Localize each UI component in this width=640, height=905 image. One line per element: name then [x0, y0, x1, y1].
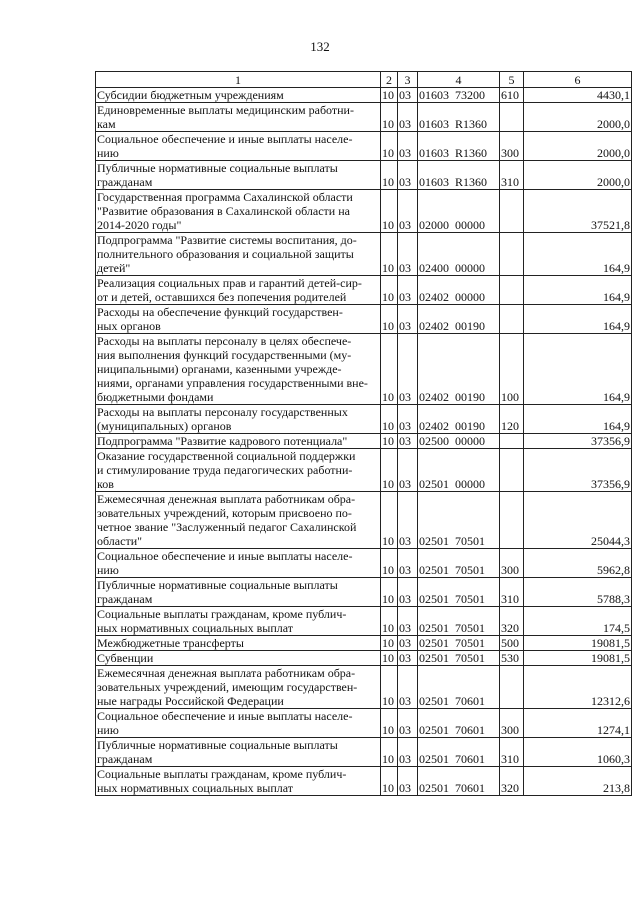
- item-name-line: Реализация социальных прав и гарантий детей-сир-: [97, 276, 362, 290]
- amount-cell: 164,9: [524, 334, 632, 405]
- section-code-cell: 10: [381, 161, 398, 190]
- section-code-cell: 10: [381, 132, 398, 161]
- item-name-line: Субвенции: [97, 651, 154, 665]
- amount-cell: 37356,9: [524, 449, 632, 492]
- item-name-line: "Развитие образования в Сахалинской области на: [97, 204, 350, 218]
- target-article-cell: 02501 70501: [418, 578, 500, 607]
- expense-type-cell: 320: [500, 607, 524, 636]
- item-name-line: гражданам: [97, 752, 153, 766]
- subsection-code-cell: 03: [398, 549, 418, 578]
- item-name-line: Публичные нормативные социальные выплаты: [97, 161, 338, 175]
- item-name-line: Социальное обеспечение и иные выплаты населе-: [97, 132, 353, 146]
- target-article-cell: 01603 R1360: [418, 132, 500, 161]
- target-article-cell: 02501 70501: [418, 636, 500, 651]
- amount-cell: 164,9: [524, 233, 632, 276]
- target-article-cell: 01603 73200: [418, 88, 500, 103]
- item-name-line: Единовременные выплаты медицинским работни-: [97, 103, 354, 117]
- target-article-cell: 02501 70601: [418, 767, 500, 796]
- subsection-code-cell: 03: [398, 709, 418, 738]
- expense-type-cell: [500, 305, 524, 334]
- subsection-code-cell: 03: [398, 233, 418, 276]
- item-name-line: Ежемесячная денежная выплата работникам обра-: [97, 666, 356, 680]
- amount-cell: 164,9: [524, 405, 632, 434]
- section-code-cell: 10: [381, 276, 398, 305]
- table-row: [96, 607, 632, 636]
- item-name-line: ния выполнения функций государственными (му-: [97, 348, 352, 362]
- header-cell: 3: [398, 72, 418, 88]
- target-article-cell: 02501 70501: [418, 607, 500, 636]
- section-code-cell: 10: [381, 666, 398, 709]
- subsection-code-cell: 03: [398, 607, 418, 636]
- item-name-line: от и детей, оставшихся без попечения родителей: [97, 290, 347, 304]
- header-cell: 2: [381, 72, 398, 88]
- item-name-line: Межбюджетные трансферты: [97, 636, 244, 650]
- table-row: [96, 276, 632, 305]
- subsection-code-cell: 03: [398, 103, 418, 132]
- amount-cell: 1274,1: [524, 709, 632, 738]
- table-row: [96, 103, 632, 132]
- item-name-cell: [96, 738, 381, 767]
- amount-cell: 2000,0: [524, 132, 632, 161]
- item-name-line: нию: [97, 146, 119, 160]
- section-code-cell: 10: [381, 233, 398, 276]
- item-name-line: ные награды Российской Федерации: [97, 694, 284, 708]
- amount-cell: 19081,5: [524, 636, 632, 651]
- amount-cell: 164,9: [524, 305, 632, 334]
- target-article-cell: 02000 00000: [418, 190, 500, 233]
- budget-table: [95, 71, 632, 796]
- expense-type-cell: 310: [500, 161, 524, 190]
- amount-cell: 25044,3: [524, 492, 632, 549]
- expense-type-cell: [500, 233, 524, 276]
- item-name-cell: [96, 709, 381, 738]
- target-article-cell: 02501 70601: [418, 709, 500, 738]
- table-row: [96, 161, 632, 190]
- amount-cell: 174,5: [524, 607, 632, 636]
- item-name-line: и стимулирование труда педагогических работни-: [97, 463, 353, 477]
- section-code-cell: 10: [381, 636, 398, 651]
- table-row: [96, 636, 632, 651]
- table-row: [96, 549, 632, 578]
- expense-type-cell: 120: [500, 405, 524, 434]
- amount-cell: 164,9: [524, 276, 632, 305]
- section-code-cell: 10: [381, 434, 398, 449]
- item-name-cell: [96, 233, 381, 276]
- expense-type-cell: 100: [500, 334, 524, 405]
- table-row: [96, 666, 632, 709]
- section-code-cell: 10: [381, 578, 398, 607]
- section-code-cell: 10: [381, 334, 398, 405]
- table-row: [96, 709, 632, 738]
- item-name-line: зовательных учреждений, которым присвоено по-: [97, 506, 352, 520]
- section-code-cell: 10: [381, 492, 398, 549]
- subsection-code-cell: 03: [398, 636, 418, 651]
- item-name-cell: [96, 276, 381, 305]
- item-name-line: Ежемесячная денежная выплата работникам обра-: [97, 492, 356, 506]
- section-code-cell: 10: [381, 767, 398, 796]
- table-row: [96, 405, 632, 434]
- subsection-code-cell: 03: [398, 88, 418, 103]
- expense-type-cell: 310: [500, 578, 524, 607]
- header-cell: 6: [524, 72, 632, 88]
- item-name-line: Социальные выплаты гражданам, кроме публич-: [97, 767, 347, 781]
- expense-type-cell: 300: [500, 132, 524, 161]
- item-name-line: области": [97, 534, 143, 548]
- item-name-cell: [96, 88, 381, 103]
- item-name-line: ниципальными) органами, казенными учрежде-: [97, 362, 342, 376]
- item-name-cell: [96, 607, 381, 636]
- header-cell: 5: [500, 72, 524, 88]
- item-name-cell: [96, 334, 381, 405]
- target-article-cell: 02501 70501: [418, 549, 500, 578]
- amount-cell: 19081,5: [524, 651, 632, 666]
- target-article-cell: 02501 70501: [418, 492, 500, 549]
- subsection-code-cell: 03: [398, 190, 418, 233]
- item-name-line: зовательных учреждений, имеющим государствен-: [97, 680, 358, 694]
- subsection-code-cell: 03: [398, 305, 418, 334]
- expense-type-cell: [500, 492, 524, 549]
- expense-type-cell: 310: [500, 738, 524, 767]
- item-name-cell: [96, 434, 381, 449]
- item-name-line: полнительного образования и социальной защиты: [97, 247, 354, 261]
- target-article-cell: 02400 00000: [418, 233, 500, 276]
- target-article-cell: 02501 70501: [418, 651, 500, 666]
- expense-type-cell: 300: [500, 709, 524, 738]
- expense-type-cell: 320: [500, 767, 524, 796]
- section-code-cell: 10: [381, 607, 398, 636]
- header-cell: 1: [96, 72, 381, 88]
- table-row: [96, 132, 632, 161]
- item-name-line: Подпрограмма "Развитие кадрового потенциала": [97, 434, 348, 448]
- target-article-cell: 02402 00190: [418, 334, 500, 405]
- section-code-cell: 10: [381, 709, 398, 738]
- section-code-cell: 10: [381, 190, 398, 233]
- item-name-line: ных органов: [97, 319, 161, 333]
- item-name-line: гражданам: [97, 175, 153, 189]
- expense-type-cell: 500: [500, 636, 524, 651]
- item-name-line: Расходы на обеспечение функций государствен-: [97, 305, 343, 319]
- subsection-code-cell: 03: [398, 738, 418, 767]
- target-article-cell: 01603 R1360: [418, 161, 500, 190]
- table-row: [96, 651, 632, 666]
- item-name-cell: [96, 103, 381, 132]
- expense-type-cell: 610: [500, 88, 524, 103]
- subsection-code-cell: 03: [398, 767, 418, 796]
- expense-type-cell: 530: [500, 651, 524, 666]
- table-row: [96, 88, 632, 103]
- expense-type-cell: [500, 190, 524, 233]
- item-name-cell: [96, 549, 381, 578]
- item-name-cell: [96, 767, 381, 796]
- item-name-line: Расходы на выплаты персоналу в целях обеспече-: [97, 334, 352, 348]
- item-name-cell: [96, 305, 381, 334]
- item-name-line: Государственная программа Сахалинской области: [97, 190, 353, 204]
- item-name-cell: [96, 405, 381, 434]
- item-name-cell: [96, 492, 381, 549]
- item-name-line: Оказание государственной социальной поддержки: [97, 449, 356, 463]
- item-name-line: Социальное обеспечение и иные выплаты населе-: [97, 709, 353, 723]
- item-name-line: (муниципальных) органов: [97, 419, 232, 433]
- item-name-line: Подпрограмма "Развитие системы воспитания, до-: [97, 233, 357, 247]
- item-name-cell: [96, 651, 381, 666]
- item-name-line: Социальное обеспечение и иные выплаты населе-: [97, 549, 353, 563]
- item-name-line: гражданам: [97, 592, 153, 606]
- expense-type-cell: [500, 276, 524, 305]
- amount-cell: 1060,3: [524, 738, 632, 767]
- target-article-cell: 02402 00000: [418, 276, 500, 305]
- amount-cell: 5788,3: [524, 578, 632, 607]
- section-code-cell: 10: [381, 405, 398, 434]
- subsection-code-cell: 03: [398, 405, 418, 434]
- amount-cell: 2000,0: [524, 103, 632, 132]
- table-row: [96, 449, 632, 492]
- subsection-code-cell: 03: [398, 434, 418, 449]
- subsection-code-cell: 03: [398, 492, 418, 549]
- section-code-cell: 10: [381, 305, 398, 334]
- item-name-line: четное звание "Заслуженный педагог Сахалинской: [97, 520, 357, 534]
- item-name-cell: [96, 132, 381, 161]
- item-name-line: ных нормативных социальных выплат: [97, 781, 294, 795]
- expense-type-cell: [500, 449, 524, 492]
- amount-cell: 12312,6: [524, 666, 632, 709]
- table-row: [96, 334, 632, 405]
- item-name-line: ниями, органами управления государственными вне-: [97, 376, 368, 390]
- item-name-line: ных нормативных социальных выплат: [97, 621, 294, 635]
- item-name-line: Социальные выплаты гражданам, кроме публич-: [97, 607, 347, 621]
- page-number: 132: [310, 39, 330, 54]
- table-row: [96, 434, 632, 449]
- subsection-code-cell: 03: [398, 132, 418, 161]
- item-name-line: Публичные нормативные социальные выплаты: [97, 578, 338, 592]
- target-article-cell: 02501 70601: [418, 738, 500, 767]
- table-row: [96, 578, 632, 607]
- item-name-cell: [96, 161, 381, 190]
- target-article-cell: 02501 00000: [418, 449, 500, 492]
- amount-cell: 37521,8: [524, 190, 632, 233]
- target-article-cell: 02402 00190: [418, 405, 500, 434]
- item-name-cell: [96, 666, 381, 709]
- table-row: [96, 233, 632, 276]
- item-name-line: нию: [97, 563, 119, 577]
- expense-type-cell: [500, 434, 524, 449]
- item-name-cell: [96, 190, 381, 233]
- amount-cell: 2000,0: [524, 161, 632, 190]
- table-row: [96, 738, 632, 767]
- item-name-line: Расходы на выплаты персоналу государственных: [97, 405, 348, 419]
- section-code-cell: 10: [381, 738, 398, 767]
- item-name-cell: [96, 578, 381, 607]
- target-article-cell: 02402 00190: [418, 305, 500, 334]
- table-row: [96, 190, 632, 233]
- item-name-line: Публичные нормативные социальные выплаты: [97, 738, 338, 752]
- table-row: [96, 305, 632, 334]
- amount-cell: 5962,8: [524, 549, 632, 578]
- table-header-row: [96, 72, 632, 88]
- subsection-code-cell: 03: [398, 651, 418, 666]
- item-name-line: кам: [97, 117, 116, 131]
- item-name-line: детей": [97, 261, 131, 275]
- target-article-cell: 02500 00000: [418, 434, 500, 449]
- section-code-cell: 10: [381, 449, 398, 492]
- item-name-cell: [96, 636, 381, 651]
- expense-type-cell: 300: [500, 549, 524, 578]
- expense-type-cell: [500, 666, 524, 709]
- amount-cell: 4430,1: [524, 88, 632, 103]
- amount-cell: 213,8: [524, 767, 632, 796]
- item-name-line: 2014-2020 годы": [97, 218, 182, 232]
- subsection-code-cell: 03: [398, 334, 418, 405]
- subsection-code-cell: 03: [398, 666, 418, 709]
- target-article-cell: 01603 R1360: [418, 103, 500, 132]
- table-row: [96, 767, 632, 796]
- subsection-code-cell: 03: [398, 449, 418, 492]
- item-name-line: бюджетными фондами: [97, 390, 214, 404]
- item-name-line: нию: [97, 723, 119, 737]
- target-article-cell: 02501 70601: [418, 666, 500, 709]
- item-name-line: Субсидии бюджетным учреждениям: [97, 88, 284, 102]
- section-code-cell: 10: [381, 88, 398, 103]
- expense-type-cell: [500, 103, 524, 132]
- table-row: [96, 492, 632, 549]
- subsection-code-cell: 03: [398, 161, 418, 190]
- subsection-code-cell: 03: [398, 578, 418, 607]
- amount-cell: 37356,9: [524, 434, 632, 449]
- section-code-cell: 10: [381, 651, 398, 666]
- item-name-line: ков: [97, 477, 114, 491]
- item-name-cell: [96, 449, 381, 492]
- header-cell: 4: [418, 72, 500, 88]
- section-code-cell: 10: [381, 103, 398, 132]
- section-code-cell: 10: [381, 549, 398, 578]
- subsection-code-cell: 03: [398, 276, 418, 305]
